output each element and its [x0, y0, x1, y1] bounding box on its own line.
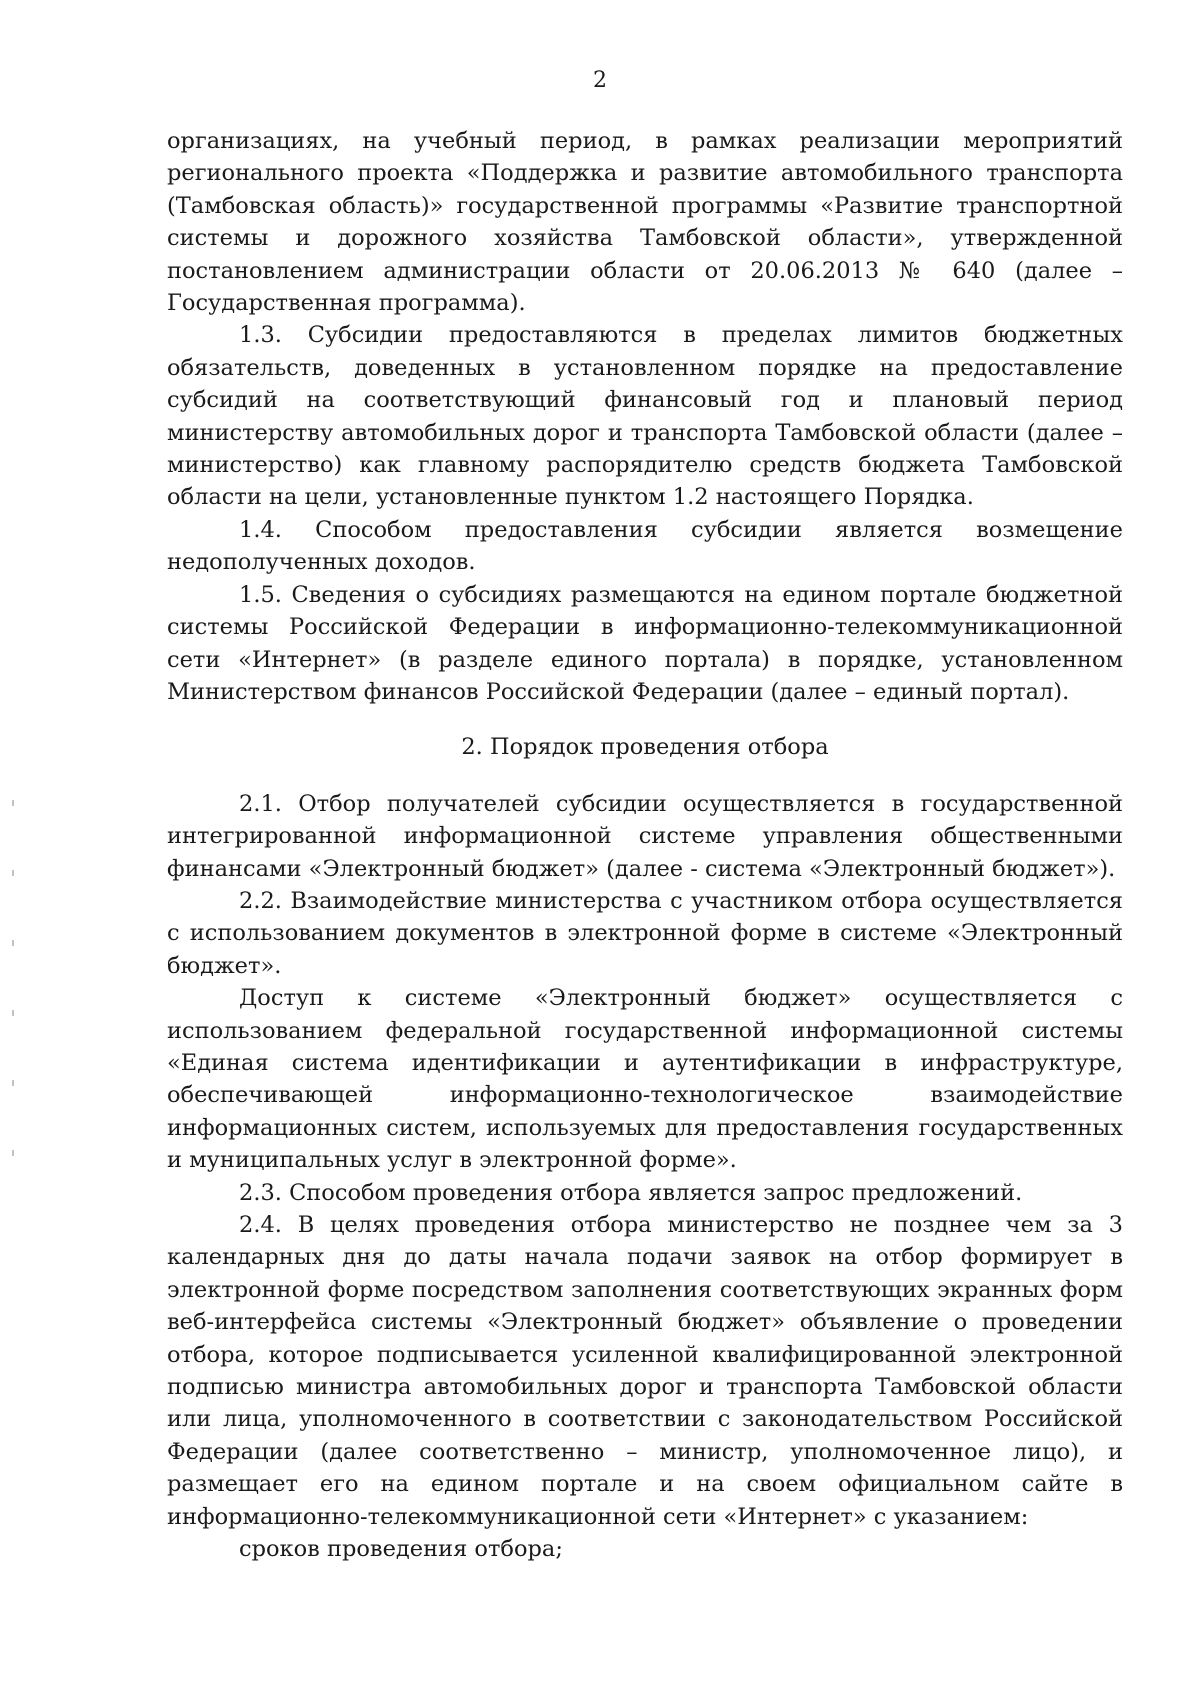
- paragraph-2-2: 2.2. Взаимодействие министерства с участником отбора осуществляется с использованием документов в электронной форме в системе «Электронный бюджет».: [167, 887, 1123, 979]
- section-2: [167, 788, 1123, 1566]
- scan-mark: [12, 1080, 14, 1086]
- scan-mark: [12, 870, 14, 876]
- document-body: [167, 125, 1123, 1565]
- scan-margin-marks: [12, 800, 14, 1200]
- scan-mark: [12, 1010, 14, 1016]
- paragraph-1-2-continuation: организациях, на учебный период, в рамках реализации мероприятий регионального проекта «Поддержка и развитие автомобильного транспорта (Тамбовская область)» государственной программы «Развитие транспортной системы и дорожного хозяйства Тамбовской области», утвержденной постановлением администрации области от 20.06.2013 № 640 (далее – Государственная программа).: [167, 128, 1123, 317]
- paragraph-2-2-access: Доступ к системе «Электронный бюджет» осуществляется с использованием федеральной государственной информационной системы «Единая система идентификации и аутентификации в инфраструктуре, обеспечивающей информационно-технологическое взаимодействие информационных систем, используемых для предоставления государственных и муниципальных услуг в электронной форме».: [167, 985, 1123, 1174]
- scan-mark: [12, 940, 14, 946]
- paragraph-1-4: 1.4. Способом предоставления субсидии является возмещение недополученных доходов.: [167, 516, 1123, 576]
- scan-mark: [12, 1150, 14, 1156]
- paragraph-2-4: 2.4. В целях проведения отбора министерство не позднее чем за 3 календарных дня до даты начала подачи заявок на отбор формирует в электронной форме посредством заполнения соответствующих экранных форм веб-интерфейса системы «Электронный бюджет» объявление о проведении отбора, которое подписывается усиленной квалифицированной электронной подписью министра автомобильных дорог и транспорта Тамбовской области или лица, уполномоченного в соответствии с законодательством Российской Федерации (далее соответственно – министр, уполномоченное лицо), и размещает его на едином портале и на своем официальном сайте в информационно-телекоммуникационной сети «Интернет» с указанием:: [167, 1212, 1123, 1530]
- scan-mark: [12, 800, 14, 806]
- paragraph-1-5: 1.5. Сведения о субсидиях размещаются на едином портале бюджетной системы Российской Федерации в информационно-телекоммуникационной сети «Интернет» (в разделе единого портала) в порядке, установленном Министерством финансов Российской Федерации (далее – единый портал).: [167, 581, 1123, 705]
- section-2-heading: 2. Порядок проведения отбора: [461, 734, 829, 761]
- paragraph-2-3: 2.3. Способом проведения отбора является запрос предложений.: [239, 1179, 1023, 1206]
- paragraph-2-1: 2.1. Отбор получателей субсидии осуществляется в государственной интегрированной информационной системе управления общественными финансами «Электронный бюджет» (далее - система «Электронный бюджет»).: [167, 790, 1123, 882]
- section-1-continuation: [167, 125, 1123, 708]
- page-number: 2: [593, 68, 607, 93]
- paragraph-1-3: 1.3. Субсидии предоставляются в пределах лимитов бюджетных обязательств, доведенных в установленном порядке на предоставление субсидий на соответствующий финансовый год и плановый период министерству автомобильных дорог и транспорта Тамбовской области (далее – министерство) как главному распорядителю средств бюджета Тамбовской области на цели, установленные пунктом 1.2 настоящего Порядка.: [167, 322, 1123, 511]
- paragraph-2-4-item-terms: сроков проведения отбора;: [239, 1536, 563, 1563]
